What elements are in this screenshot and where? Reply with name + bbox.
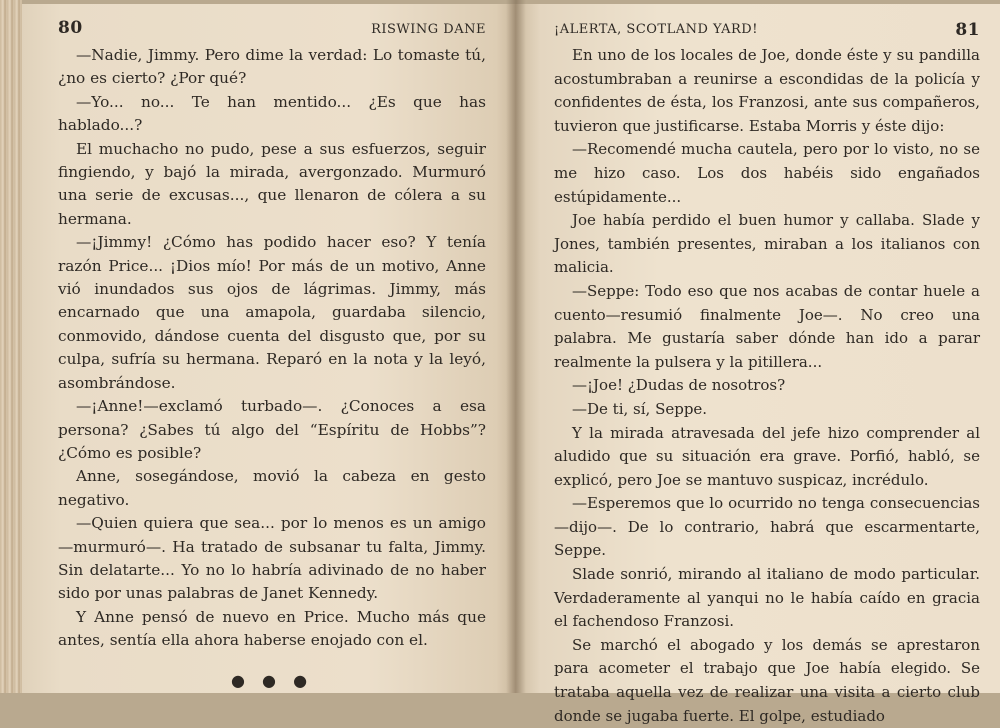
right-running-title: ¡ALERTA, SCOTLAND YARD!: [554, 22, 758, 37]
paragraph: —Quien quiera que sea... por lo menos es un amigo—murmuró—. Ha tratado de subsanar tu falta, Jimmy. Sin delatarte... Yo no lo habría adivinado de no haber sido por unas palabras de Janet Kennedy.: [58, 514, 486, 603]
paragraph: Joe había perdido el buen humor y callaba. Slade y Jones, también presentes, miraban a los italianos con malicia.: [554, 211, 980, 277]
book-gutter: [506, 0, 526, 693]
paragraph: —Yo... no... Te han mentido... ¿Es que has hablado...?: [58, 92, 486, 135]
paragraph: En uno de los locales de Joe, donde éste y su pandilla acostumbraban a reunirse a escondidas de la policía y confidentes de ésta, los Franzosi, ante sus compañeros, tuvieron que justificarse. Estaba Morris y éste dijo:: [554, 46, 980, 135]
section-break: ● ● ●: [230, 670, 314, 690]
paragraph: El muchacho no pudo, pese a sus esfuerzos, seguir fingiendo, y bajó la mirada, avergonzado. Murmuró una serie de excusas..., que llenaron de cólera a su hermana.: [58, 139, 486, 228]
page-edges: [0, 0, 22, 693]
paragraph: —De ti, sí, Seppe.: [572, 399, 708, 418]
left-running-title: RISWING DANE: [371, 22, 486, 37]
right-page-number: 81: [955, 20, 980, 40]
paragraph: Y la mirada atravesada del jefe hizo comprender al aludido que su situación era grave. Porfió, habló, se explicó, pero Joe se mantuvo suspicaz, incrédulo.: [554, 423, 980, 489]
paragraph: —Recomendé mucha cautela, pero por lo visto, no se me hizo caso. Los dos habéis sido engañados estúpidamente...: [554, 140, 980, 206]
paragraph: —Seppe: Todo eso que nos acabas de contar huele a cuento—resumió finalmente Joe—. No creo una palabra. Me gustaría saber dónde han ido a parar realmente la pulsera y la pitillera...: [554, 281, 980, 371]
paragraph: Y Anne pensó de nuevo en Price. Mucho más que antes, sentía ella ahora haberse enojado con el.: [58, 607, 486, 650]
right-page-header: [554, 14, 980, 44]
paragraph: —¡Jimmy! ¿Cómo has podido hacer eso? Y tenía razón Price... ¡Dios mío! Por más de un motivo, Anne vió inundados sus ojos de lágrimas. Jimmy, más encarnado que una amapola, guardaba silencio, conmovido, dándose cuenta del disgusto que, por su culpa, sufría su hermana. Reparó en la nota y la leyó, asombrándose.: [58, 233, 486, 392]
left-page-number: 80: [58, 18, 83, 38]
right-page: [516, 4, 1000, 725]
paragraph: —Esperemos que lo ocurrido no tenga consecuencias—dijo—. De lo contrario, habrá que escarmentarte, Seppe.: [554, 494, 980, 560]
paragraph: Anne, sosegándose, movió la cabeza en gesto negativo.: [58, 467, 486, 509]
paragraph: —Nadie, Jimmy. Pero dime la verdad: Lo tomaste tú, ¿no es cierto? ¿Por qué?: [58, 46, 486, 88]
paragraph: Se marchó el abogado y los demás se aprestaron para acometer el trabajo que Joe había elegido. Se trataba aquella vez de realizar una visita a cierto club donde se jugaba fuerte. El golpe, estudiado: [554, 635, 980, 725]
left-page-header: [58, 14, 486, 44]
right-page-text: [554, 44, 980, 728]
paragraph: —¡Anne!—exclamó turbado—. ¿Conoces a esa persona? ¿Sabes tú algo del “Espíritu de Hobbs”? ¿Cómo es posible?: [58, 397, 486, 462]
paragraph: —¡Joe! ¿Dudas de nosotros?: [572, 376, 786, 395]
left-page-text: [58, 44, 486, 653]
left-page: [22, 4, 516, 693]
paragraph: Slade sonrió, mirando al italiano de modo particular. Verdaderamente al yanqui no le había caído en gracia el fachendoso Franzosi.: [554, 565, 980, 631]
